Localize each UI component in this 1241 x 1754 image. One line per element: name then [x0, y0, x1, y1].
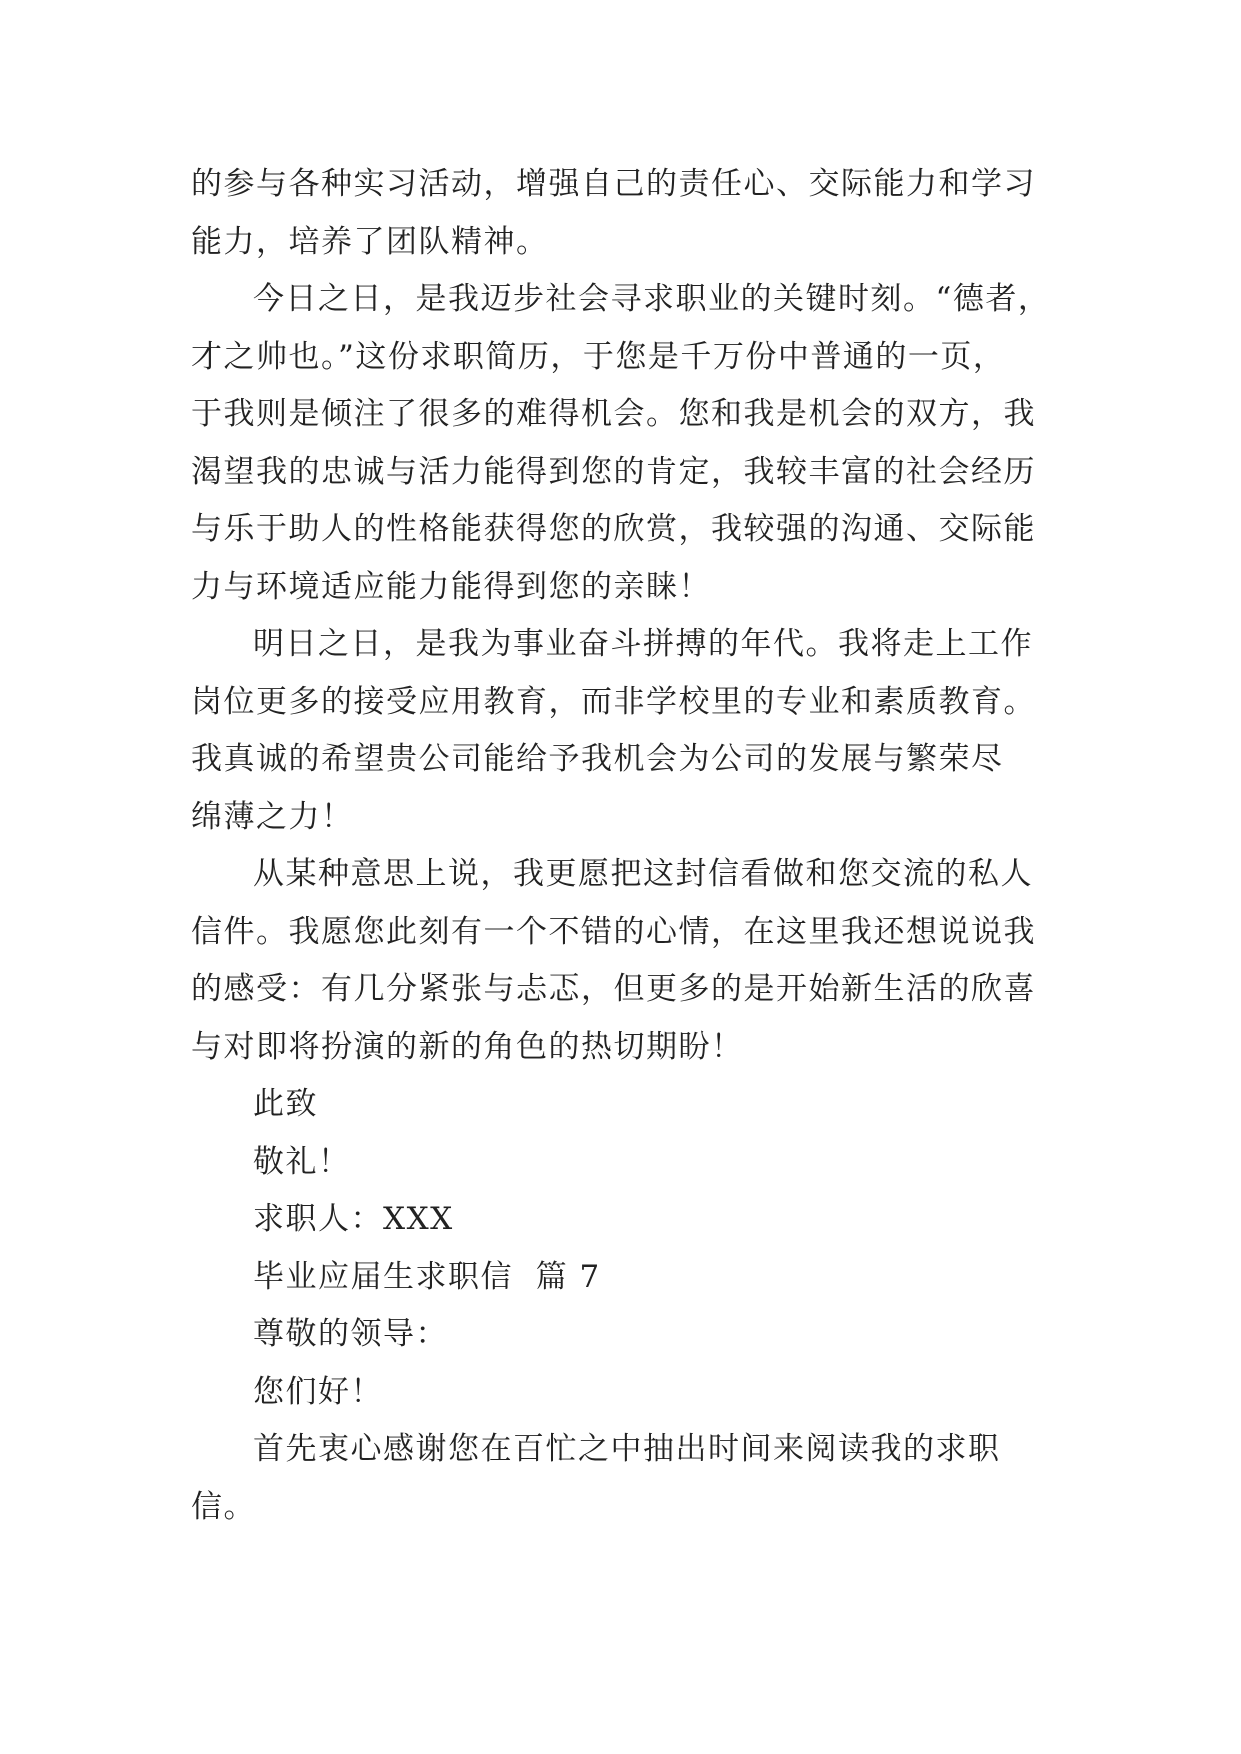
text-line-indented: 首先衷心感谢您在百忙之中抽出时间来阅读我的求职	[253, 1431, 1001, 1467]
paragraph-continuation	[191, 156, 1061, 271]
text-line: 绵薄之力！	[191, 798, 354, 835]
letter-hello: 您们好！	[253, 1373, 383, 1410]
paragraph-private-letter	[191, 846, 1061, 1076]
section-title: 毕业应届生求职信 篇 7	[253, 1258, 601, 1295]
text-line: 与对即将扮演的新的角色的热切期盼！	[191, 1028, 744, 1065]
text-line: 力与环境适应能力能得到您的亲睐！	[191, 568, 711, 605]
text-line: 信。	[191, 1488, 256, 1525]
text-line: 能力，培养了团队精神。	[191, 223, 549, 260]
closing-respect: 敬礼！	[253, 1143, 351, 1180]
text-line: 的参与各种实习活动，增强自己的责任心、交际能力和学习	[191, 166, 1036, 202]
text-line: 才之帅也。”这份求职简历，于您是千万份中普通的一页，	[191, 338, 1006, 375]
text-line: 信件。我愿您此刻有一个不错的心情，在这里我还想说说我	[191, 913, 1036, 950]
paragraph-opening	[191, 1421, 1061, 1536]
paragraph-today	[191, 271, 1061, 616]
text-line: 我真诚的希望贵公司能给予我机会为公司的发展与繁荣尽	[191, 741, 1004, 777]
closing-salutation: 此致	[253, 1086, 318, 1122]
text-line: 与乐于助人的性格能获得您的欣赏，我较强的沟通、交际能	[191, 511, 1036, 547]
letter-greeting: 尊敬的领导：	[253, 1316, 448, 1352]
text-line: 于我则是倾注了很多的难得机会。您和我是机会的双方，我	[191, 396, 1036, 432]
text-line-indented: 从某种意思上说，我更愿把这封信看做和您交流的私人	[253, 856, 1033, 892]
text-line: 岗位更多的接受应用教育，而非学校里的专业和素质教育。	[191, 683, 1036, 720]
text-line-indented: 明日之日，是我为事业奋斗拼搏的年代。我将走上工作	[253, 626, 1033, 662]
text-line: 渴望我的忠诚与活力能得到您的肯定，我较丰富的社会经历	[191, 453, 1036, 490]
text-line: 的感受：有几分紧张与忐忑，但更多的是开始新生活的欣喜	[191, 971, 1036, 1007]
text-line-indented: 今日之日，是我迈步社会寻求职业的关键时刻。“德者，	[253, 281, 1051, 317]
applicant-signature: 求职人：XXX	[253, 1201, 454, 1237]
letter-body	[191, 156, 1061, 1536]
paragraph-tomorrow	[191, 616, 1061, 846]
